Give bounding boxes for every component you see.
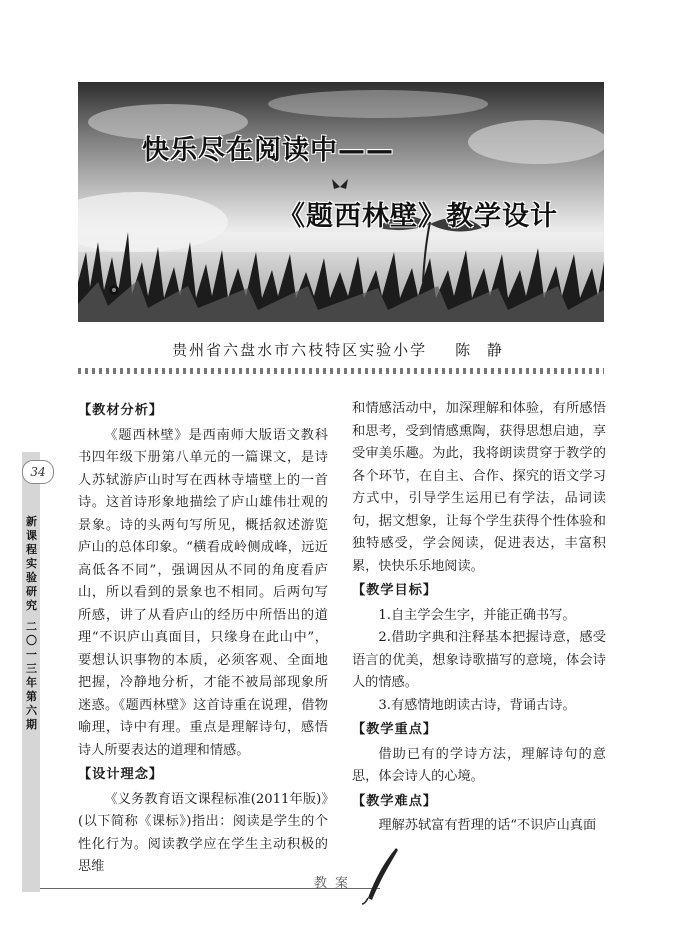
decorative-divider [78,368,604,374]
paragraph-teaching-difficulty: 理解苏轼富有哲理的话“不识庐山真面 [378,818,597,833]
paragraph-design-concept: 《义务教育语文课程标准(2011年版)》(以下简称《课标》)指出：阅读是学生的个性化行为。阅读教学应在学生主动积极的思维 [78,791,328,874]
section-heading-teaching-goals: 【教学目标】 [352,583,438,598]
banner-title-line2: 《题西林壁》教学设计 [278,201,558,232]
paragraph-teaching-focus: 借助已有的学诗方法，理解诗句的意思，体会诗人的心境。 [352,746,606,784]
author-line [0,339,680,360]
author-name: 陈 静 [455,341,508,359]
author-affiliation: 贵州省六盘水市六枝特区实验小学 [172,341,428,359]
footer-label: 教案 [314,876,357,891]
section-heading-textbook-analysis: 【教材分析】 [78,403,164,418]
right-column [352,398,606,838]
paragraph-textbook-analysis: 《题西林壁》是西南师大版语文教科书四年级下册第八单元的一篇课文，是诗人苏轼游庐山时写在西林寺墙壁上的一首诗。这首诗形象地描绘了庐山雄伟壮观的景象。诗的头两句写所见，概括叙述游览庐山的总体印象。“横看成岭侧成峰，远近高低各不同”，强调因从不同的角度看庐山，所以看到的景象也不相同。后两句写所感，讲了从看庐山的经历中所悟出的道理“不识庐山真面目，只缘身在此山中”，要想认识事物的本质，必须客观、全面地把握，冷静地分析，才能不被局部现象所迷惑。《题西林壁》这首诗重在说理，借物喻理，诗中有理。重点是理解诗句，感悟诗人所要表达的道理和情感。 [78,427,328,758]
journal-name: 新课程实验研究 [26,515,37,612]
banner-title-line1: 快乐尽在阅读中—— [142,135,394,166]
paragraph-design-concept-continued: 和情感活动中，加深理解和体验，有所感悟和思考，受到情感熏陶，获得思想启迪，享受审美乐趣。为此，我将朗读贯穿于教学的各个环节，在自主、合作、探究的语文学习方式中，引导学生运用已有学法，品词读句，据文想象，让每个学生获得个性体验和独特感受，学会阅读，促进表达，丰富积累，快快乐乐地阅读。 [352,401,606,574]
quill-pen-icon [362,846,402,906]
header-banner [78,82,604,322]
section-heading-teaching-focus: 【教学重点】 [352,722,438,737]
goal-item-1: 1.自主学会生字，并能正确书写。 [378,607,576,623]
goal-item-3: 3.有感情地朗读古诗，背诵古诗。 [378,697,576,713]
goal-item-2: 2.借助字典和注释基本把握诗意，感受语言的优美，想象诗歌描写的意境，体会诗人的情感。 [352,630,606,690]
left-column [78,398,328,879]
section-heading-teaching-difficulty: 【教学难点】 [352,793,438,809]
journal-issue: 二〇一三年 第六期 [26,620,37,731]
section-heading-design-concept: 【设计理念】 [78,767,164,782]
page-number: 34 [22,460,54,484]
